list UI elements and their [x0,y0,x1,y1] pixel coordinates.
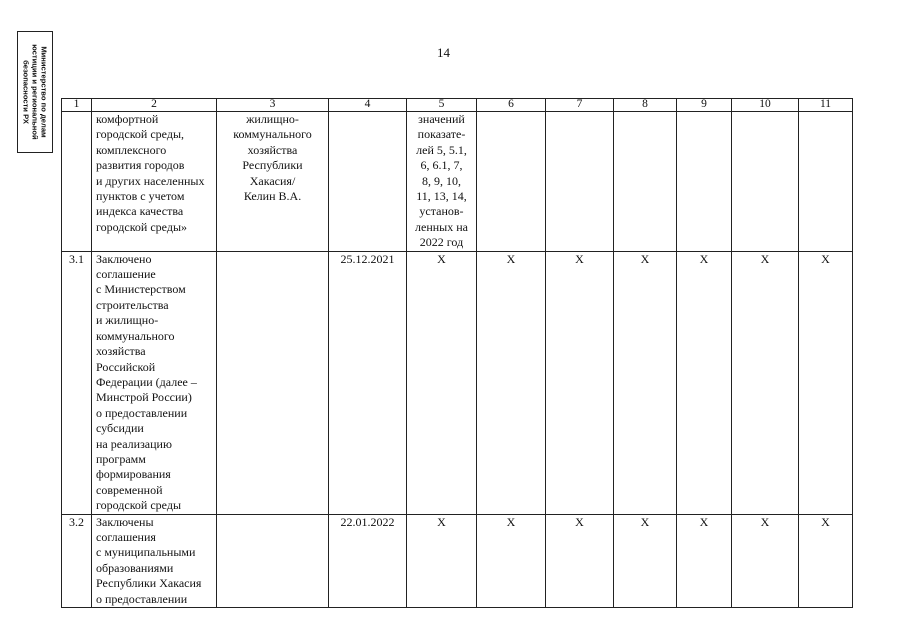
column-header: 1 [62,99,92,112]
responsible-cell: жилищно- коммунального хозяйства Республики Хакасия/ Келин В.А. [217,112,329,252]
column-header: 7 [546,99,614,112]
page-number: 14 [437,45,450,60]
date-cell: 22.01.2022 [329,514,407,607]
indicator-cell: X [407,514,477,607]
stamp-line: Министерство по делам [39,46,49,138]
mark-cell: X [677,251,732,514]
mark-cell: X [546,514,614,607]
stamp-text [22,34,49,150]
row-number: 3.1 [62,251,92,514]
mark-cell [614,112,677,252]
indicator-cell: X [407,251,477,514]
mark-cell [732,112,799,252]
mark-cell: X [477,514,546,607]
mark-cell: X [477,251,546,514]
date-cell: 25.12.2021 [329,251,407,514]
header-row [62,99,853,112]
event-title: комфортной городской среды, комплексного развития городов и других населенных пунктов с учетом индекса качества городской среды» [92,112,217,252]
mark-cell: X [546,251,614,514]
table-row [62,112,853,252]
table-row [62,514,853,607]
column-header: 2 [92,99,217,112]
column-header: 11 [799,99,853,112]
column-header: 10 [732,99,799,112]
table-row [62,251,853,514]
responsible-cell [217,514,329,607]
responsible-cell [217,251,329,514]
mark-cell [546,112,614,252]
mark-cell: X [614,514,677,607]
ministry-stamp [17,31,53,153]
event-title: Заключены соглашения с муниципальными образованиями Республики Хакасия о предоставлении [92,514,217,607]
mark-cell: X [799,251,853,514]
event-title: Заключено соглашение с Министерством строительства и жилищно- коммунального хозяйства Российской Федерации (далее – Минстрой России) о предоставлении субсидии на реализацию программ формирования современной городской среды [92,251,217,514]
column-header: 8 [614,99,677,112]
indicator-cell: значений показате- лей 5, 5.1, 6, 6.1, 7, 8, 9, 10, 11, 13, 14, установ- ленных на 2022 год [407,112,477,252]
mark-cell [477,112,546,252]
column-header: 9 [677,99,732,112]
stamp-line: безопасности РХ [21,60,31,124]
mark-cell: X [677,514,732,607]
date-cell [329,112,407,252]
mark-cell: X [799,514,853,607]
column-header: 6 [477,99,546,112]
mark-cell [677,112,732,252]
plan-table [61,98,853,608]
stamp-line: юстиции и региональной [30,44,40,140]
mark-cell: X [732,514,799,607]
column-header: 3 [217,99,329,112]
row-number [62,112,92,252]
mark-cell [799,112,853,252]
mark-cell: X [732,251,799,514]
column-header: 4 [329,99,407,112]
mark-cell: X [614,251,677,514]
row-number: 3.2 [62,514,92,607]
column-header: 5 [407,99,477,112]
